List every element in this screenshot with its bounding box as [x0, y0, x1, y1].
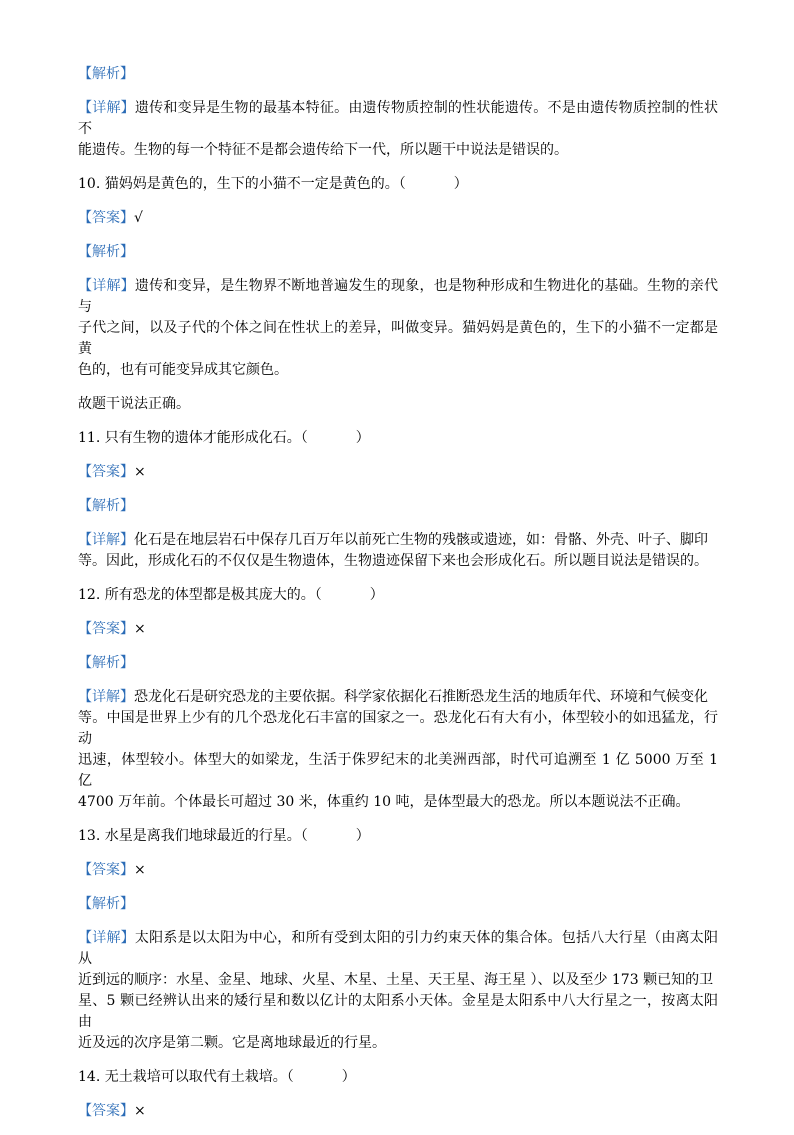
explanation-text: 4700 万年前。个体最长可超过 30 米，体重约 10 吨，是体型最大的恐龙。所以本题说法不正确。 — [78, 794, 690, 810]
question-line — [78, 826, 718, 847]
answer-value: √ — [134, 210, 143, 226]
explanation-text: 遗传和变异是生物的最基本特征。由遗传物质控制的性状能遗传。不是由遗传物质控制的性状不 — [78, 100, 719, 137]
explanation-text: 星、5 颗已经辨认出来的矮行星和数以亿计的太阳系小天体。金星是太阳系中八大行星之一，按离太阳由 — [78, 993, 718, 1030]
question-close: ） — [369, 587, 384, 603]
answer-tag: 【答案】 — [78, 210, 134, 226]
analysis-heading — [78, 653, 718, 674]
explanation-text: 能遗传。生物的每一个特征不是都会遗传给下一代，所以题干中说法是错误的。 — [78, 142, 568, 158]
explanation-text: 近及远的次序是第二颗。它是离地球最近的行星。 — [78, 1035, 386, 1051]
explanation-text: 近到远的顺序：水星、金星、地球、火星、木星、土星、天王星、海王星 ）、以及至少 173 颗已知的卫 — [78, 972, 714, 988]
explanation-line — [78, 970, 718, 991]
question-line — [78, 1067, 718, 1088]
explanation-paragraph — [78, 687, 718, 813]
answer-value: × — [134, 1103, 146, 1119]
analysis-heading — [78, 242, 718, 263]
explanation-line — [78, 792, 718, 813]
answer-value: × — [134, 621, 146, 637]
explanation-text: 恐龙化石是研究恐龙的主要依据。科学家依据化石推断恐龙生活的地质年代、环境和气候变化 — [134, 689, 708, 705]
question-text: 12. 所有恐龙的体型都是极其庞大的。（ — [78, 587, 322, 603]
question-close: ） — [355, 828, 370, 844]
analysis-tag: 【解析】 — [78, 66, 134, 82]
answer-line — [78, 619, 718, 640]
explanation-line — [78, 360, 718, 381]
conclusion-line: 故题干说法正确。 — [78, 396, 190, 412]
explanation-line — [78, 687, 718, 708]
answer-tag: 【答案】 — [78, 621, 134, 637]
question-line — [78, 585, 718, 606]
explanation-paragraph — [78, 530, 718, 572]
detail-tag: 【详解】 — [78, 532, 134, 548]
analysis-tag: 【解析】 — [78, 244, 134, 260]
explanation-line — [78, 318, 718, 360]
explanation-line — [78, 276, 718, 318]
question-close: ） — [341, 1069, 356, 1085]
answer-line — [78, 1101, 718, 1122]
explanation-line — [78, 991, 718, 1033]
explanation-line — [78, 1033, 718, 1054]
answer-line — [78, 462, 718, 483]
explanation-paragraph — [78, 928, 718, 1054]
explanation-line — [78, 98, 718, 140]
answer-tag: 【答案】 — [78, 862, 134, 878]
explanation-line — [78, 140, 718, 161]
explanation-text: 化石是在地层岩石中保存几百万年以前死亡生物的残骸或遗迹，如：骨骼、外壳、叶子、脚印 — [134, 532, 708, 548]
answer-value: × — [134, 862, 146, 878]
question-text: 10. 猫妈妈是黄色的，生下的小猫不一定是黄色的。（ — [78, 176, 406, 192]
explanation-line — [78, 530, 718, 551]
answer-line — [78, 860, 718, 881]
detail-tag: 【详解】 — [78, 100, 135, 116]
analysis-tag: 【解析】 — [78, 896, 134, 912]
detail-tag: 【详解】 — [78, 930, 135, 946]
question-text: 14. 无土栽培可以取代有土栽培。（ — [78, 1069, 294, 1085]
answer-tag: 【答案】 — [78, 1103, 134, 1119]
question-text: 13. 水星是离我们地球最近的行星。（ — [78, 828, 308, 844]
question-close: ） — [453, 176, 468, 192]
analysis-heading — [78, 496, 718, 517]
explanation-paragraph — [78, 276, 718, 381]
explanation-text: 太阳系是以太阳为中心，和所有受到太阳的引力约束天体的集合体。包括八大行星（由离太阳从 — [78, 930, 719, 967]
question-text: 11. 只有生物的遗体才能形成化石。（ — [78, 430, 308, 446]
explanation-paragraph — [78, 98, 718, 161]
analysis-heading — [78, 894, 718, 915]
answer-tag: 【答案】 — [78, 464, 134, 480]
explanation-text: 子代之间，以及子代的个体之间在性状上的差异，叫做变异。猫妈妈是黄色的，生下的小猫不一定都是黄 — [78, 320, 718, 357]
analysis-heading — [78, 64, 718, 85]
answer-value: × — [134, 464, 146, 480]
analysis-tag: 【解析】 — [78, 498, 134, 514]
question-line — [78, 174, 718, 195]
detail-tag: 【详解】 — [78, 689, 134, 705]
explanation-text: 等。因此，形成化石的不仅仅是生物遗体，生物遗迹保留下来也会形成化石。所以题目说法是错误的。 — [78, 553, 708, 569]
explanation-line — [78, 928, 718, 970]
explanation-line — [78, 551, 718, 572]
question-line — [78, 428, 718, 449]
explanation-text: 迅速，体型较小。体型大的如梁龙，生活于侏罗纪末的北美洲西部，时代可追溯至 1 亿 5000 万至 1 亿 — [78, 752, 718, 789]
analysis-tag: 【解析】 — [78, 655, 134, 671]
question-close: ） — [355, 430, 370, 446]
document-page — [78, 64, 718, 1135]
detail-tag: 【详解】 — [78, 278, 135, 294]
explanation-text: 色的，也有可能变异成其它颜色。 — [78, 362, 288, 378]
explanation-line — [78, 750, 718, 792]
answer-line — [78, 208, 718, 229]
explanation-text: 遗传和变异，是生物界不断地普遍发生的现象，也是物种形成和生物进化的基础。生物的亲代与 — [78, 278, 719, 315]
explanation-text: 等。中国是世界上少有的几个恐龙化石丰富的国家之一。恐龙化石有大有小，体型较小的如迅猛龙，行动 — [78, 710, 718, 747]
explanation-line — [78, 708, 718, 750]
